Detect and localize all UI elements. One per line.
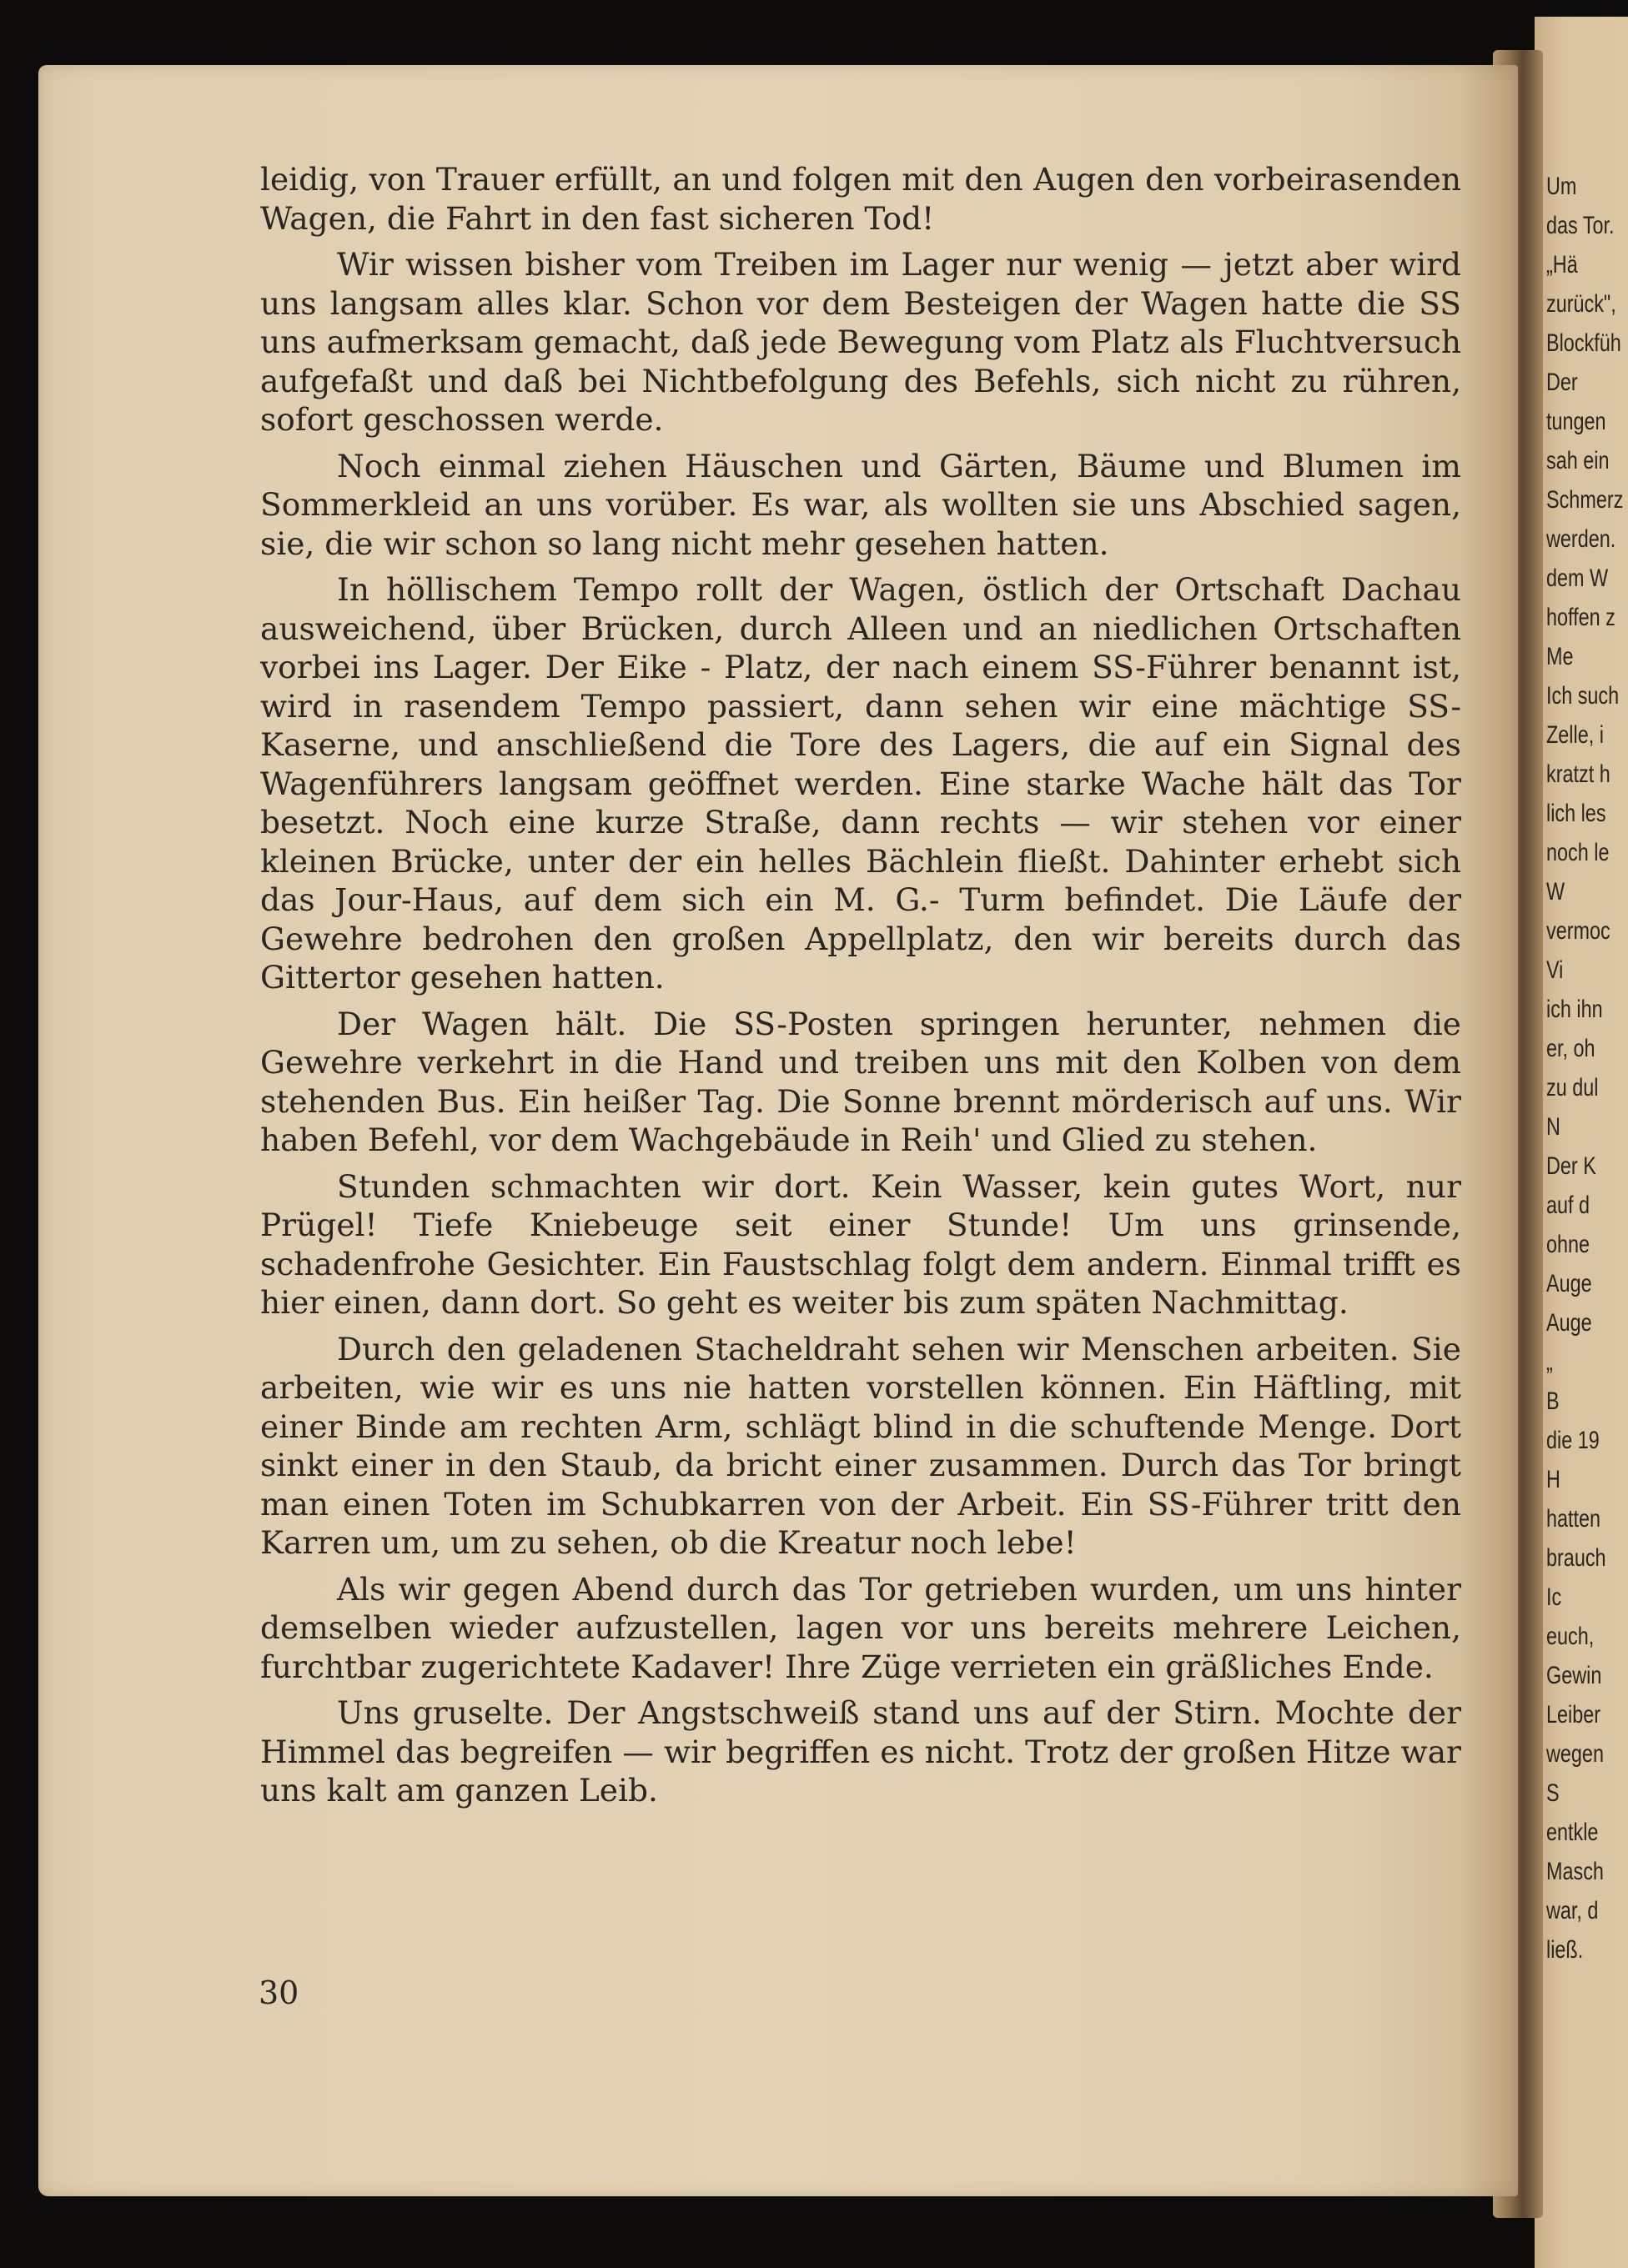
right-line: die 19: [1546, 1427, 1600, 1454]
right-line: Me: [1546, 643, 1574, 670]
right-line: „: [1546, 1348, 1553, 1376]
right-line: ohne: [1546, 1231, 1590, 1258]
paragraph: leidig, von Trauer erfüllt, an und folgen mit den Augen den vorbeirasenden Wagen, die Fahrt in den fast sicheren Tod!: [260, 161, 1461, 237]
right-line: Der: [1546, 369, 1578, 396]
right-line: sah ein: [1546, 447, 1610, 474]
right-line: ließ.: [1546, 1936, 1584, 1964]
right-line: war, d: [1546, 1897, 1599, 1924]
right-line: Der K: [1546, 1152, 1596, 1180]
right-line: Gewin: [1546, 1662, 1602, 1689]
right-line: Zelle, i: [1546, 721, 1604, 749]
right-line: N: [1546, 1113, 1560, 1141]
paragraph: Wir wissen bisher vom Treiben im Lager nur wenig — jetzt aber wird uns langsam alles klar. Schon vor dem Besteigen der Wagen hatte die SS uns aufmerksam gemacht, daß jede Bewegung vom Platz als Fluchtversuch aufgefaßt und daß bei Nichtbefolgung des Befehls, sich nicht zu rühren, sofort geschossen werde.: [260, 246, 1461, 438]
right-line: zu dul: [1546, 1074, 1599, 1101]
right-page-text-fragments: [1546, 167, 1625, 1969]
paragraph: Uns gruselte. Der Angstschweiß stand uns auf der Stirn. Mochte der Himmel das begreifen — wir begriffen es nicht. Trotz der großen Hitze war uns kalt am ganzen Leib.: [260, 1694, 1461, 1809]
right-line: Auge: [1546, 1270, 1592, 1297]
right-line: S: [1546, 1779, 1560, 1807]
right-line: H: [1546, 1466, 1560, 1493]
right-page-edge: [1535, 17, 1628, 2268]
right-line: noch le: [1546, 839, 1610, 866]
right-line: tungen: [1546, 408, 1606, 435]
right-line: brauch: [1546, 1544, 1606, 1572]
right-line: lich les: [1546, 800, 1606, 827]
paragraph: Als wir gegen Abend durch das Tor getrieben wurden, um uns hinter demselben wieder aufzustellen, lagen vor uns bereits mehrere Leichen, furchtbar zugerichtete Kadaver! Ihre Züge verrieten ein gräßliches Ende.: [260, 1570, 1461, 1685]
right-line: Vi: [1546, 956, 1564, 984]
right-line: hatten: [1546, 1505, 1601, 1533]
right-line: das Tor.: [1546, 212, 1615, 239]
left-page-body-text: [260, 160, 1461, 1818]
right-line: er, oh: [1546, 1035, 1595, 1062]
right-line: Masch: [1546, 1858, 1604, 1885]
right-line: Um: [1546, 173, 1577, 200]
right-line: hoffen z: [1546, 604, 1615, 631]
right-line: kratzt h: [1546, 760, 1610, 788]
paragraph: In höllischem Tempo rollt der Wagen, östlich der Ortschaft Dachau ausweichend, über Brücken, durch Alleen und an niedlichen Ortschaften vorbei ins Lager. Der Eike - Platz, der nach einem SS-Führer benannt ist, wird in rasendem Tempo passiert, dann sehen wir eine mächtige SS-Kaserne, und anschließend die Tore des Lagers, die auf ein Signal des Wagenführers langsam geöffnet werden. Eine starke Wache hält das Tor besetzt. Noch eine kurze Straße, dann rechts — wir stehen vor einer kleinen Brücke, unter der ein helles Bächlein fließt. Dahinter erhebt sich das Jour-Haus, auf dem sich ein M. G.- Turm befindet. Die Läufe der Gewehre bedrohen den großen Appellplatz, den wir bereits durch das Gittertor gesehen hatten.: [260, 571, 1461, 996]
right-line: Leiber: [1546, 1701, 1601, 1729]
right-line: ich ihn: [1546, 996, 1603, 1023]
right-line: auf d: [1546, 1192, 1590, 1219]
right-line: entkle: [1546, 1819, 1599, 1846]
right-line: vermoc: [1546, 917, 1610, 945]
right-line: W: [1546, 878, 1565, 906]
right-line: wegen: [1546, 1740, 1604, 1768]
right-line: werden.: [1546, 525, 1616, 553]
paragraph: Durch den geladenen Stacheldraht sehen wir Menschen arbeiten. Sie arbeiten, wie wir es uns nie hatten vorstellen können. Ein Häftling, mit einer Binde am rechten Arm, schlägt blind in die schuftende Menge. Dort sinkt einer in den Staub, da bricht einer zusammen. Durch das Tor bringt man einen Toten im Schubkarren von der Arbeit. Ein SS-Führer tritt den Karren um, um zu sehen, ob die Kreatur noch lebe!: [260, 1330, 1461, 1561]
paragraph: Der Wagen hält. Die SS-Posten springen herunter, nehmen die Gewehre verkehrt in die Hand und treiben uns mit den Kolben von dem stehenden Bus. Ein heißer Tag. Die Sonne brennt mörderisch auf uns. Wir haben Befehl, vor dem Wachgebäude in Reih' und Glied zu stehen.: [260, 1005, 1461, 1158]
right-line: zurück",: [1546, 290, 1616, 318]
right-line: Blockfüh: [1546, 329, 1621, 357]
right-line: euch,: [1546, 1623, 1595, 1650]
right-line: B: [1546, 1387, 1560, 1415]
right-line: Ic: [1546, 1583, 1562, 1611]
right-line: Schmerz: [1546, 486, 1624, 514]
right-line: Auge: [1546, 1309, 1592, 1337]
right-line: „Hä: [1546, 251, 1578, 278]
right-line: Ich such: [1546, 682, 1620, 710]
page-number: 30: [259, 1974, 299, 2011]
paragraph: Noch einmal ziehen Häuschen und Gärten, Bäume und Blumen im Sommerkleid an uns vorüber. Es war, als wollten sie uns Abschied sagen, sie, die wir schon so lang nicht mehr gesehen hatten.: [260, 447, 1461, 562]
right-line: dem W: [1546, 564, 1609, 592]
paragraph: Stunden schmachten wir dort. Kein Wasser, kein gutes Wort, nur Prügel! Tiefe Kniebeuge seit einer Stunde! Um uns grinsende, schadenfrohe Gesichter. Ein Faustschlag folgt dem andern. Einmal trifft es hier einen, dann dort. So geht es weiter bis zum späten Nachmittag.: [260, 1167, 1461, 1321]
